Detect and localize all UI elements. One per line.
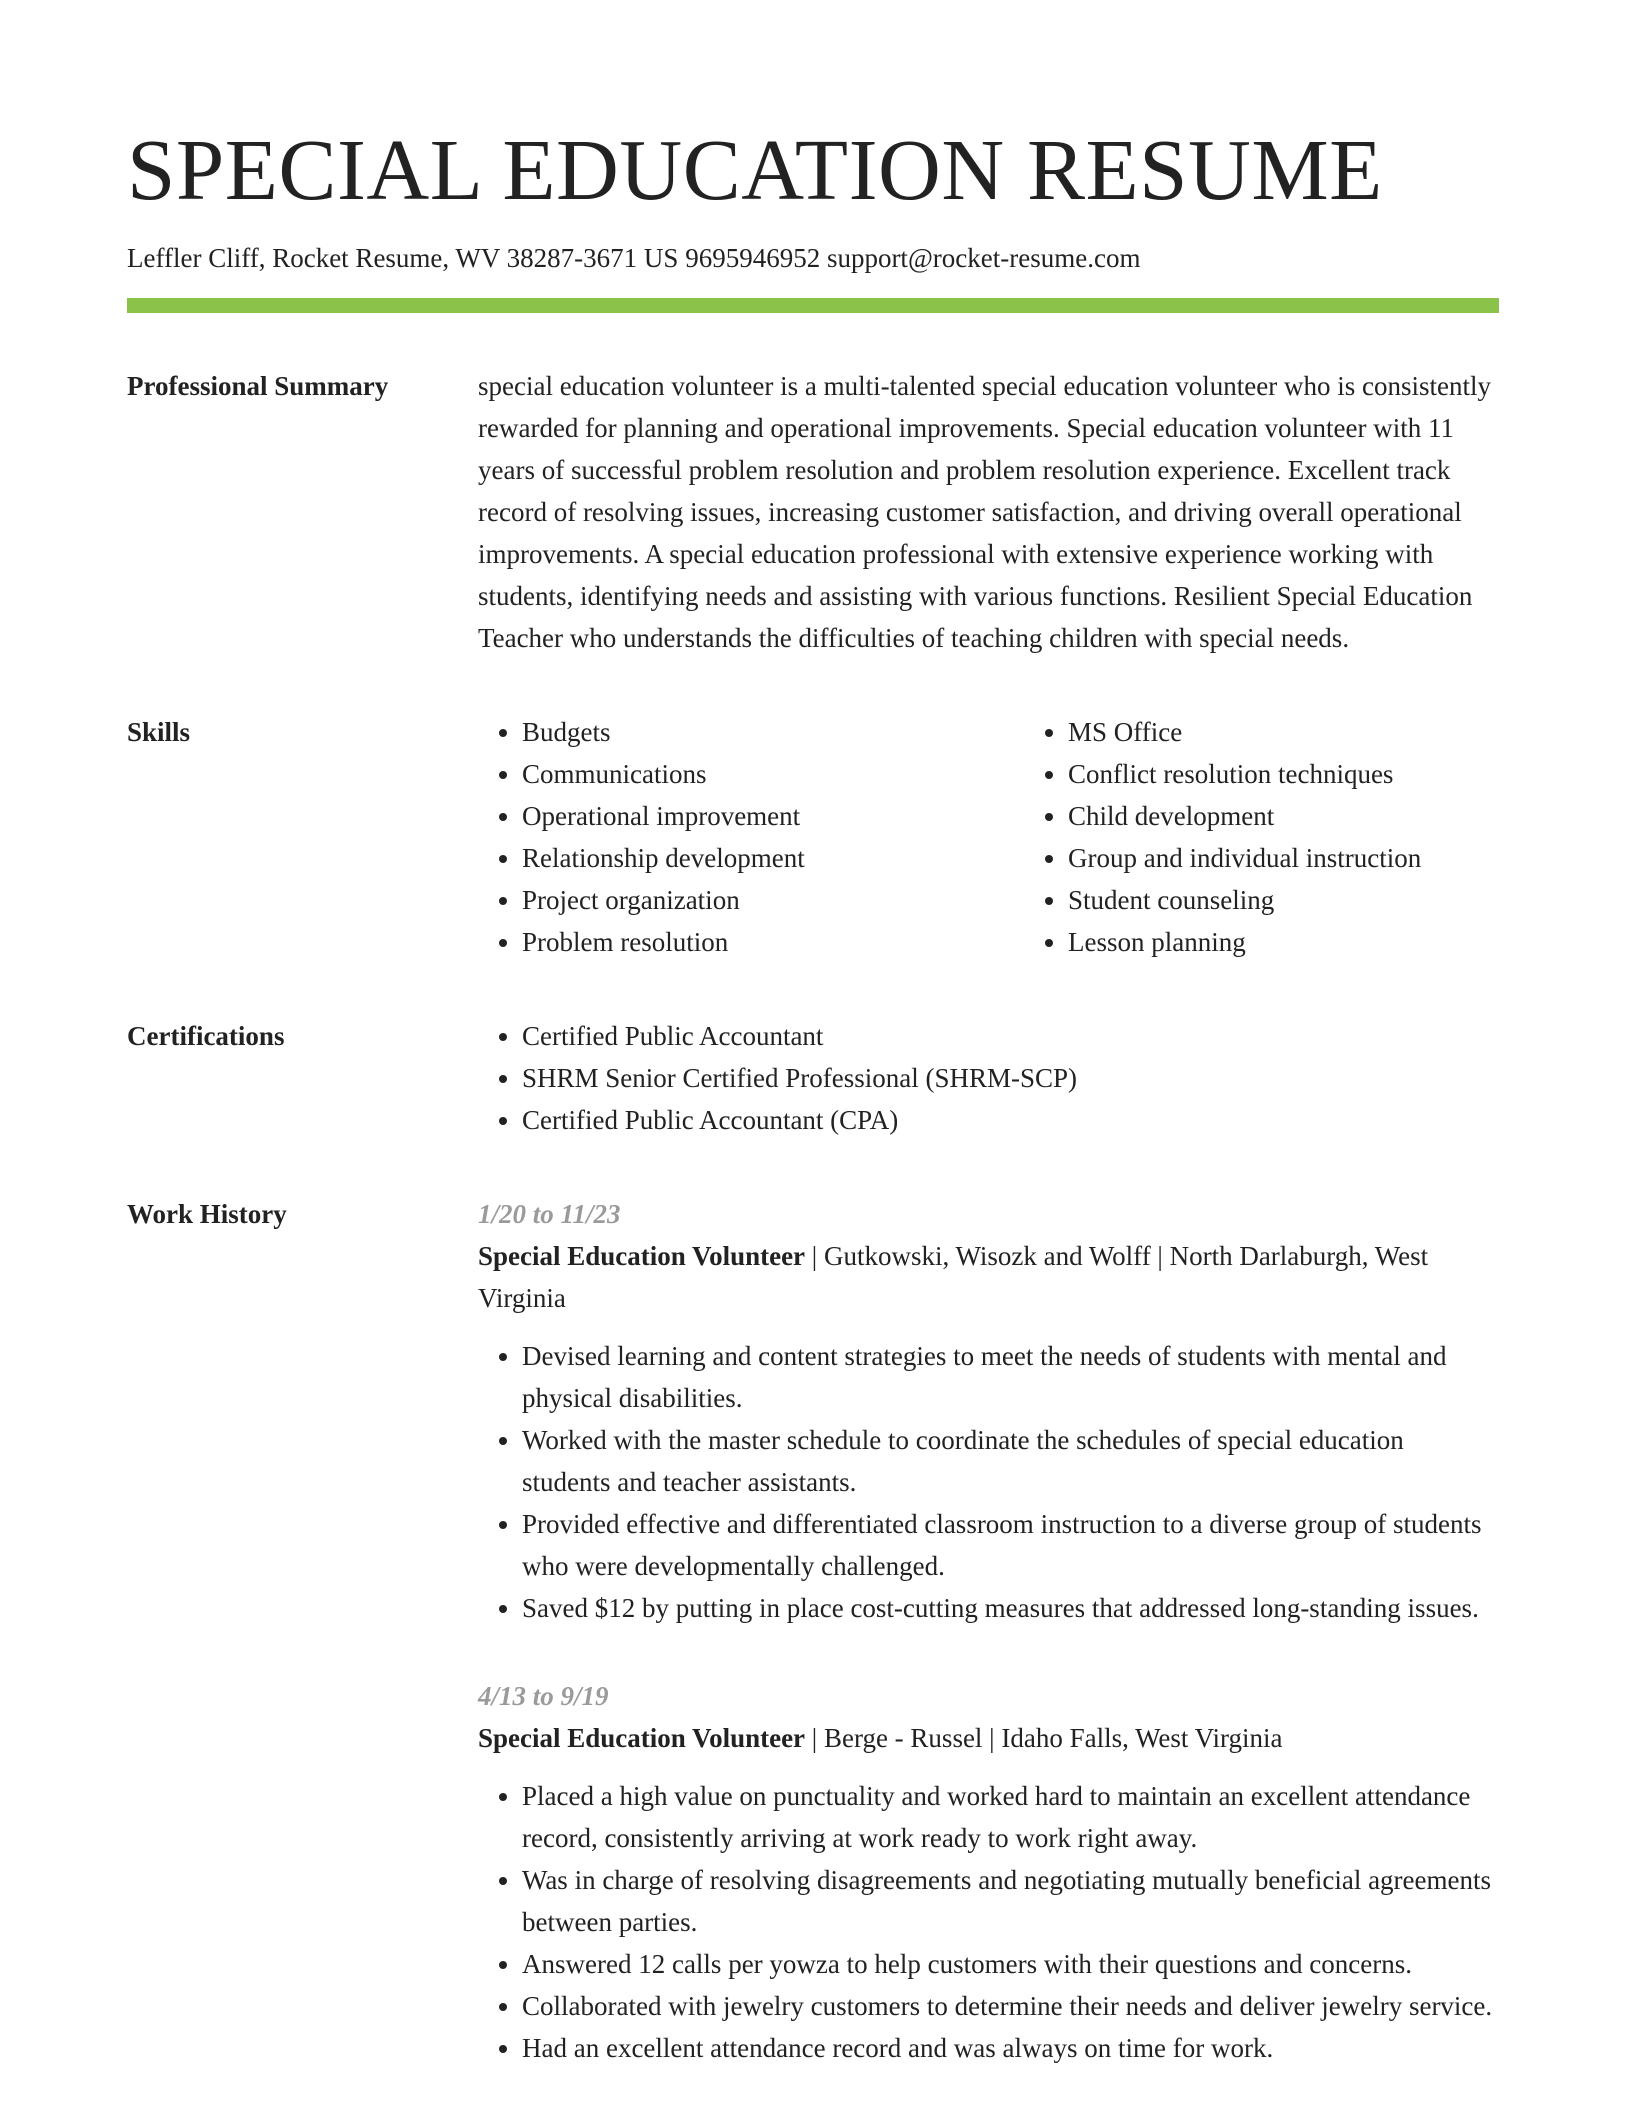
job-bullets bbox=[478, 1775, 1499, 2069]
certifications-body bbox=[478, 1015, 1499, 1141]
job-bullet: • Answered 12 calls per yowza to help customers with their questions and concerns. bbox=[522, 1943, 1499, 1985]
skill-item: • Lesson planning bbox=[1068, 921, 1499, 963]
skills-heading: Skills bbox=[127, 717, 191, 747]
job-bullet: • Worked with the master schedule to coordinate the schedules of special education students and teacher assistants. bbox=[522, 1419, 1499, 1503]
work-history-body bbox=[478, 1193, 1499, 2115]
skill-item: • Child development bbox=[1068, 795, 1499, 837]
contact-line bbox=[127, 242, 1499, 274]
job-header bbox=[478, 1235, 1499, 1319]
summary-text: special education volunteer is a multi-talented special education volunteer who is consistently rewarded for planning and operational improvements. Special education volunteer with 11 years of successful problem resolution and problem resolution experience. Excellent track record of resolving issues, increasing customer satisfaction, and driving overall operational improvements. A special education professional with extensive experience working with students, identifying needs and assisting with various functions. Resilient Special Education Teacher who understands the difficulties of teaching children with special needs. bbox=[478, 371, 1491, 653]
certification-item: • Certified Public Accountant (CPA) bbox=[522, 1099, 1499, 1141]
job-bullet: • Had an excellent attendance record and was always on time for work. bbox=[522, 2027, 1499, 2069]
skill-item: • Group and individual instruction bbox=[1068, 837, 1499, 879]
certification-item: • Certified Public Accountant bbox=[522, 1015, 1499, 1057]
job-bullets bbox=[478, 1335, 1499, 1629]
skill-item: • Conflict resolution techniques bbox=[1068, 753, 1499, 795]
skill-item: • Budgets bbox=[522, 711, 1024, 753]
job-bullet: • Collaborated with jewelry customers to determine their needs and deliver jewelry service. bbox=[522, 1985, 1499, 2027]
summary-heading: Professional Summary bbox=[127, 371, 389, 401]
skills-section bbox=[127, 711, 1499, 963]
job-title: Special Education Volunteer bbox=[478, 1723, 806, 1753]
skill-item: • Project organization bbox=[522, 879, 1024, 921]
job-entry bbox=[478, 1675, 1499, 2069]
certification-item: • SHRM Senior Certified Professional (SHRM-SCP) bbox=[522, 1057, 1499, 1099]
work-history-heading: Work History bbox=[127, 1199, 287, 1229]
job-entry bbox=[478, 1193, 1499, 1629]
accent-divider bbox=[127, 298, 1499, 313]
job-header bbox=[478, 1717, 1499, 1759]
contact-email: support@rocket-resume.com bbox=[826, 243, 1141, 273]
job-details: | Berge - Russel | Idaho Falls, West Virginia bbox=[805, 1723, 1283, 1753]
skill-item: • Communications bbox=[522, 753, 1024, 795]
skill-item: • Relationship development bbox=[522, 837, 1024, 879]
page-title: SPECIAL EDUCATION RESUME bbox=[127, 121, 1383, 218]
skill-item: • Student counseling bbox=[1068, 879, 1499, 921]
job-bullet: • Provided effective and differentiated classroom instruction to a diverse group of students who were developmentally challenged. bbox=[522, 1503, 1499, 1587]
job-title: Special Education Volunteer bbox=[478, 1241, 806, 1271]
certifications-section bbox=[127, 1015, 1499, 1141]
skills-list-left bbox=[478, 711, 1024, 963]
resume-page bbox=[127, 120, 1499, 2115]
skill-item: • Problem resolution bbox=[522, 921, 1024, 963]
skill-item: • Operational improvement bbox=[522, 795, 1024, 837]
job-bullet: • Devised learning and content strategies to meet the needs of students with mental and physical disabilities. bbox=[522, 1335, 1499, 1419]
job-bullet: • Placed a high value on punctuality and worked hard to maintain an excellent attendance record, consistently arriving at work ready to work right away. bbox=[522, 1775, 1499, 1859]
certifications-list bbox=[478, 1015, 1499, 1141]
job-bullet: • Was in charge of resolving disagreements and negotiating mutually beneficial agreements between parties. bbox=[522, 1859, 1499, 1943]
job-bullet: • Saved $12 by putting in place cost-cutting measures that addressed long-standing issues. bbox=[522, 1587, 1499, 1629]
skills-body bbox=[478, 711, 1499, 963]
summary-body bbox=[478, 365, 1499, 659]
job-details: | Gutkowski, Wisozk and Wolff | North Darlaburgh, West Virginia bbox=[478, 1241, 1429, 1313]
certifications-heading: Certifications bbox=[127, 1021, 285, 1051]
contact-phone: 9695946952 bbox=[685, 243, 821, 273]
job-dates: 1/20 to 11/23 bbox=[478, 1199, 621, 1229]
contact-address: Leffler Cliff, Rocket Resume, WV 38287-3671 US bbox=[127, 243, 679, 273]
work-history-section bbox=[127, 1193, 1499, 2115]
summary-section bbox=[127, 365, 1499, 659]
skill-item: • MS Office bbox=[1068, 711, 1499, 753]
skills-list-right bbox=[1024, 711, 1499, 963]
job-dates: 4/13 to 9/19 bbox=[478, 1681, 609, 1711]
